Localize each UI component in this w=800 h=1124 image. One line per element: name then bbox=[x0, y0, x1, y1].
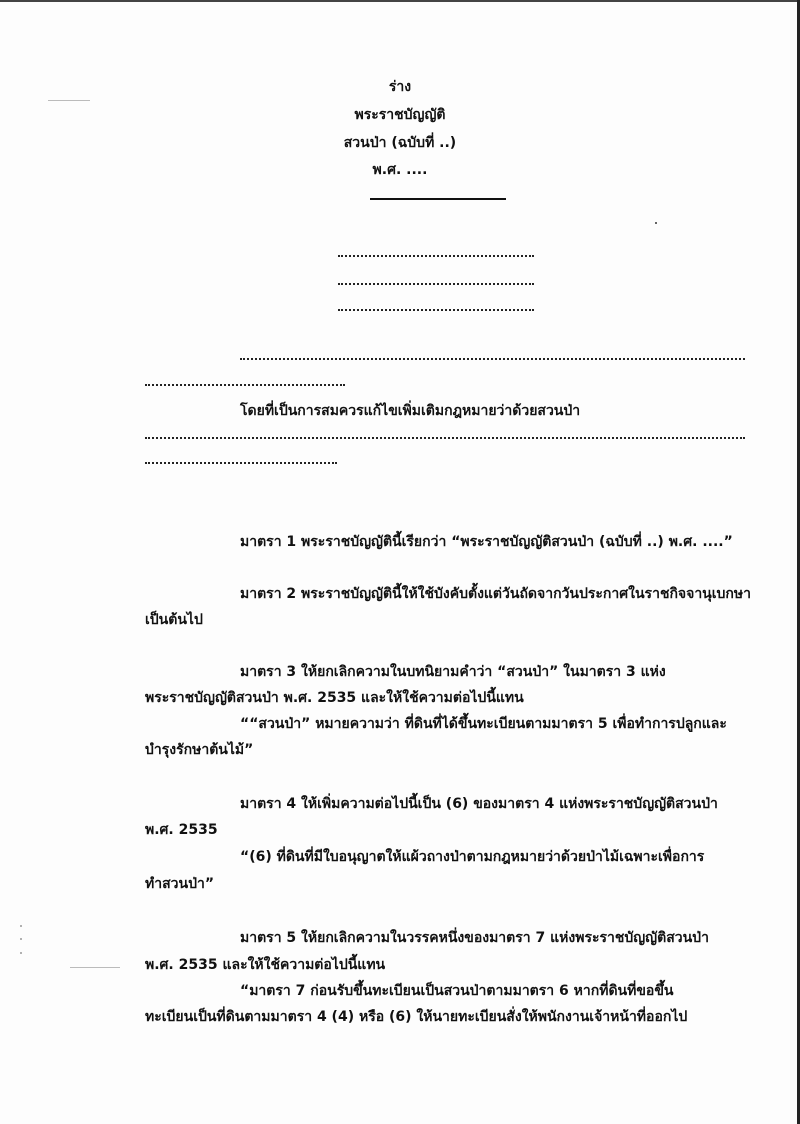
scan-artifact bbox=[70, 967, 120, 968]
scan-speck bbox=[20, 925, 22, 927]
placeholder-line bbox=[338, 255, 534, 257]
section-4-line-2: พ.ศ. 2535 bbox=[145, 822, 218, 838]
placeholder-line bbox=[145, 437, 745, 439]
placeholder-line bbox=[145, 384, 345, 386]
section-4-line-1: มาตรา 4 ให้เพิ่มความต่อไปนี้เป็น (6) ของมาตรา 4 แห่งพระราชบัญญัติสวนป่า bbox=[240, 796, 718, 812]
scan-artifact bbox=[48, 100, 90, 101]
section-3-line-2: พระราชบัญญัติสวนป่า พ.ศ. 2535 และให้ใช้ความต่อไปนี้แทน bbox=[145, 690, 524, 706]
act-year: พ.ศ. .... bbox=[372, 162, 428, 178]
section-3-line-1: มาตรา 3 ให้ยกเลิกความในบทนิยามคำว่า “สวนป่า” ในมาตรา 3 แห่ง bbox=[240, 664, 666, 680]
scan-edge-top bbox=[0, 0, 800, 2]
scan-speck bbox=[20, 952, 22, 954]
preamble-text: โดยที่เป็นการสมควรแก้ไขเพิ่มเติมกฎหมายว่าด้วยสวนป่า bbox=[240, 403, 581, 419]
act-title: พระราชบัญญัติ bbox=[354, 107, 446, 123]
section-3-line-4: บำรุงรักษาต้นไม้” bbox=[145, 742, 254, 758]
section-4-line-4: ทำสวนป่า” bbox=[145, 876, 215, 892]
draft-label: ร่าง bbox=[388, 79, 412, 95]
section-3-line-3: ““สวนป่า” หมายความว่า ที่ดินที่ได้ขึ้นทะเบียนตามมาตรา 5 เพื่อทำการปลูกและ bbox=[240, 716, 727, 732]
placeholder-line bbox=[338, 283, 534, 285]
section-4-line-3: “(6) ที่ดินที่มีใบอนุญาตให้แผ้วถางป่าตามกฎหมายว่าด้วยป่าไม้เฉพาะเพื่อการ bbox=[240, 849, 705, 865]
section-5-line-1: มาตรา 5 ให้ยกเลิกความในวรรคหนึ่งของมาตรา 7 แห่งพระราชบัญญัติสวนป่า bbox=[240, 930, 709, 946]
section-5-line-3: “มาตรา 7 ก่อนรับขึ้นทะเบียนเป็นสวนป่าตามมาตรา 6 หากที่ดินที่ขอขึ้น bbox=[240, 983, 674, 999]
placeholder-line bbox=[240, 358, 745, 360]
section-2-line-1: มาตรา 2 พระราชบัญญัตินี้ให้ใช้บังคับตั้งแต่วันถัดจากวันประกาศในราชกิจจานุเบกษา bbox=[240, 586, 751, 602]
placeholder-line bbox=[338, 309, 534, 311]
section-5-line-4: ทะเบียนเป็นที่ดินตามมาตรา 4 (4) หรือ (6) ให้นายทะเบียนสั่งให้พนักงานเจ้าหน้าที่ออกไป bbox=[145, 1009, 688, 1025]
placeholder-line bbox=[145, 462, 337, 464]
section-2-line-2: เป็นต้นไป bbox=[145, 612, 203, 628]
section-1: มาตรา 1 พระราชบัญญัตินี้เรียกว่า “พระราชบัญญัติสวนป่า (ฉบับที่ ..) พ.ศ. ....” bbox=[240, 534, 733, 550]
section-5-line-2: พ.ศ. 2535 และให้ใช้ความต่อไปนี้แทน bbox=[145, 957, 386, 973]
scan-speck bbox=[20, 938, 22, 940]
header-rule bbox=[370, 198, 506, 200]
act-subtitle: สวนป่า (ฉบับที่ ..) bbox=[343, 135, 457, 151]
scan-speck bbox=[655, 222, 657, 224]
